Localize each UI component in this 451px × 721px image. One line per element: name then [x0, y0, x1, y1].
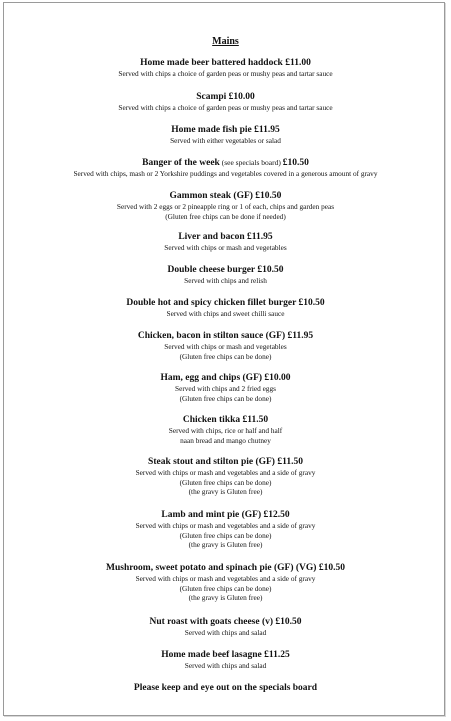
menu-item-desc: (Gluten free chips can be done) [179, 530, 272, 540]
menu-item [0, 91, 451, 113]
menu-item-title: Nut roast with goats cheese (v) £10.50 [149, 617, 302, 627]
menu-item-desc: Served with chips or mash and vegetables and a side of gravy [135, 574, 316, 583]
menu-item-price: £10.50 [282, 158, 309, 168]
menu-item-title: Double hot and spicy chicken fillet burger £10.50 [126, 298, 325, 308]
menu-item-desc: (Gluten free chips can be done) [179, 393, 272, 403]
menu-item-desc: Served with chips and salad [184, 628, 267, 637]
menu-item [0, 297, 451, 319]
menu-item-title: Liver and bacon £11.95 [178, 232, 273, 242]
menu-item-desc: (the gravy is Gluten free) [188, 540, 263, 550]
menu-item-desc: Served with chips a choice of garden peas or mushy peas and tartar sauce [118, 69, 333, 78]
menu-item [0, 264, 451, 286]
menu-item-desc: (Gluten free chips can be done) [179, 477, 272, 487]
menu-item-title: Home made beef lasagne £11.25 [161, 650, 290, 660]
menu-item-title: Scampi £10.00 [196, 92, 255, 102]
menu-item-desc: (the gravy is Gluten free) [188, 593, 263, 603]
menu-item-desc: Served with chips, mash or 2 Yorkshire puddings and vegetables covered in a generous amount of gravy [73, 169, 378, 178]
menu-item-desc: Served with chips and salad [184, 661, 267, 670]
menu-item [0, 456, 451, 497]
menu-item [0, 57, 451, 79]
menu-item-desc: Served with chips and 2 fried eggs [175, 384, 276, 393]
menu-item [0, 414, 451, 445]
menu-item [0, 649, 451, 671]
menu-item-desc: (the gravy is Gluten free) [188, 487, 263, 497]
menu-item-desc: Served with chips a choice of garden peas or mushy peas and tartar sauce [118, 103, 333, 112]
menu-item-title: Double cheese burger £10.50 [167, 265, 284, 275]
menu-item-desc: (Gluten free chips can be done) [179, 583, 272, 593]
menu-item-desc: naan bread and mango chutney [180, 435, 271, 445]
menu-item [0, 509, 451, 550]
menu-item-desc: Served with chips or mash and vegetables [164, 342, 287, 351]
menu-item-title: Steak stout and stilton pie (GF) £11.50 [148, 457, 303, 467]
menu-item-desc: Served with chips and sweet chilli sauce [166, 309, 285, 318]
menu-item-desc: (Gluten free chips can be done if needed) [165, 211, 286, 221]
menu-item-title: Banger of the week [142, 158, 220, 168]
menu-item [0, 190, 451, 221]
menu-item-title: Ham, egg and chips (GF) £10.00 [160, 373, 291, 383]
menu-heading: Mains [212, 36, 239, 47]
menu-item [0, 124, 451, 146]
menu-item-title: Lamb and mint pie (GF) £12.50 [161, 510, 290, 520]
menu-item-title: Chicken tikka £11.50 [182, 415, 269, 425]
menu-item [0, 372, 451, 403]
menu-item-title: Gammon steak (GF) £10.50 [169, 191, 282, 201]
menu-item-desc: Served with 2 eggs or 2 pineapple ring or 1 of each, chips and garden peas [116, 202, 335, 211]
menu-item-desc: Served with chips, rice or half and half [168, 426, 283, 435]
menu-item [0, 330, 451, 361]
menu-item-desc: Served with either vegetables or salad [170, 136, 281, 145]
menu-item [0, 157, 451, 179]
menu-item-desc: Served with chips and relish [184, 276, 267, 285]
menu-item-desc: Served with chips or mash and vegetables [164, 243, 287, 252]
menu-item-desc: Served with chips or mash and vegetables and a side of gravy [135, 468, 316, 477]
menu-item [0, 562, 451, 603]
menu-item-title: Mushroom, sweet potato and spinach pie (GF) (VG) £10.50 [106, 563, 345, 573]
menu-item-title: Chicken, bacon in stilton sauce (GF) £11.95 [137, 331, 314, 341]
menu-item [0, 616, 451, 638]
menu-item-desc: (Gluten free chips can be done) [179, 351, 272, 361]
specials-board-note: Please keep and eye out on the specials board [133, 683, 318, 693]
menu-item-title: Home made beer battered haddock £11.00 [140, 58, 311, 68]
menu-item-title: Home made fish pie £11.95 [171, 125, 280, 135]
menu-item-desc: Served with chips or mash and vegetables and a side of gravy [135, 521, 316, 530]
menu-item-note: (see specials board) [219, 158, 283, 167]
menu-item-title-row [0, 157, 451, 169]
menu-item [0, 231, 451, 253]
